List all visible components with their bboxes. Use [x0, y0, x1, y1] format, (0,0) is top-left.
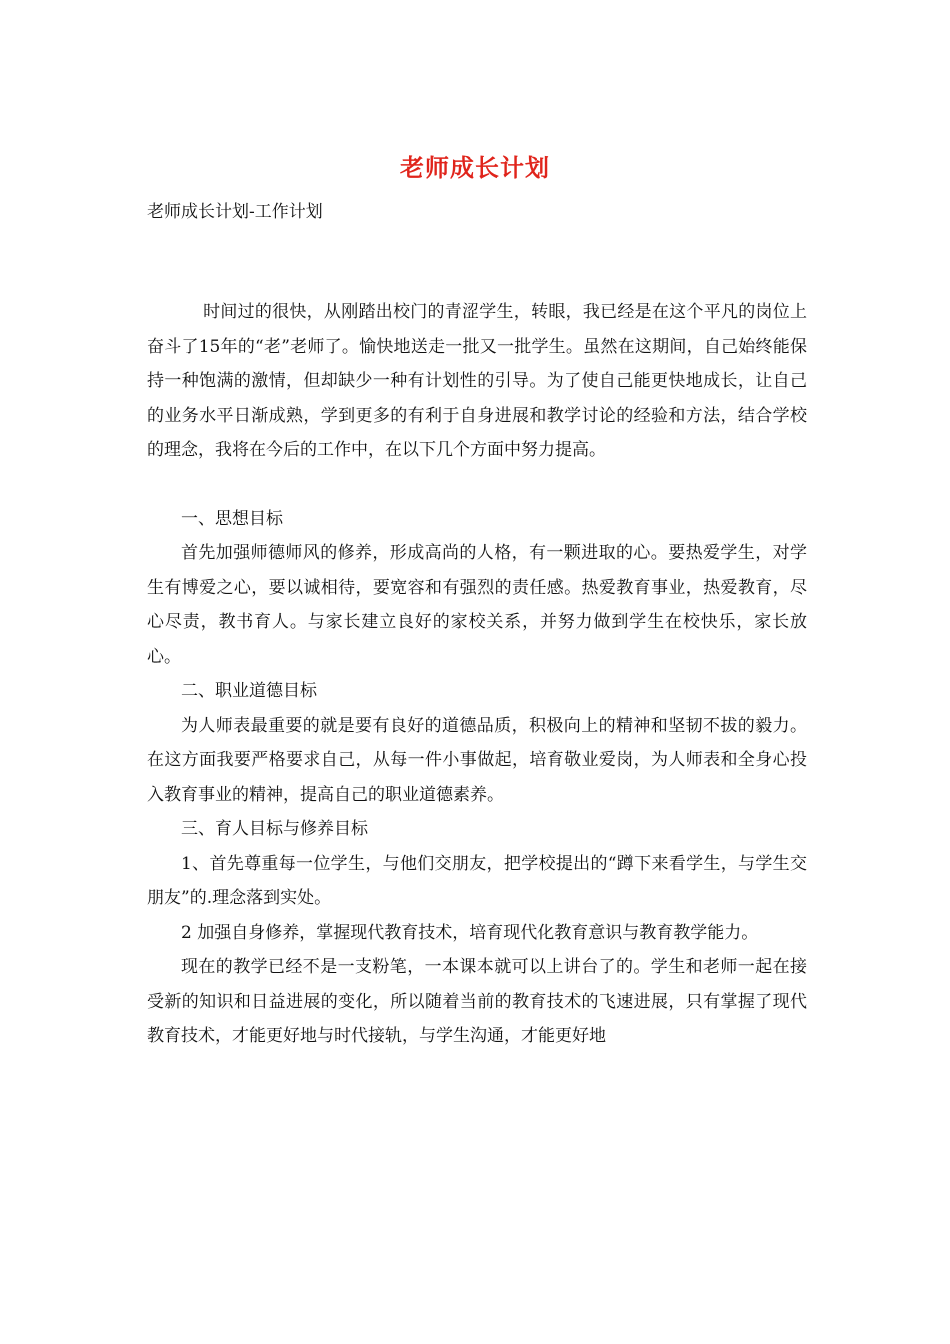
paragraph-spacer: [147, 468, 807, 502]
education-item-1: 1、首先尊重每一位学生，与他们交朋友，把学校提出的“蹲下来看学生，与学生交朋友”的.理念落到实处。: [147, 853, 807, 908]
section-heading-ideology: 一、思想目标: [181, 508, 283, 529]
section-heading-ethics: 二、职业道德目标: [181, 681, 317, 701]
ideology-paragraph: 首先加强师德师风的修养，形成高尚的人格，有一颗进取的心。要热爱学生，对学生有博爱之心，要以诚相待，要宽容和有强烈的责任感。热爱教育事业，热爱教育，尽心尽责，教书育人。与家长建立良好的家校关系，并努力做到学生在校快乐，家长放心。: [147, 543, 807, 667]
document-subtitle: 老师成长计划-工作计划: [147, 202, 323, 222]
technology-paragraph: 现在的教学已经不是一支粉笔，一本课本就可以上讲台了的。学生和老师一起在接受新的知识和日益进展的变化，所以随着当前的教育技术的飞速进展，只有掌握了现代教育技术，才能更好地与时代接轨，与学生沟通，才能更好地: [147, 957, 807, 1046]
section-heading-education: 三、育人目标与修养目标: [181, 819, 368, 839]
intro-paragraph: 时间过的很快，从刚踏出校门的青涩学生，转眼，我已经是在这个平凡的岗位上奋斗了15年的“老”老师了。愉快地送走一批又一批学生。虽然在这期间，自己始终能保持一种饱满的激情，但却缺少一种有计划性的引导。为了使自己能更快地成长，让自己的业务水平日渐成熟，学到更多的有利于自身进展和教学讨论的经验和方法，结合学校的理念，我将在今后的工作中，在以下几个方面中努力提高。: [147, 302, 807, 460]
document-title: 老师成长计划: [400, 153, 550, 182]
education-item-2: 2 加强自身修养，掌握现代教育技术，培育现代化教育意识与教育教学能力。: [181, 922, 759, 943]
ethics-paragraph: 为人师表最重要的就是要有良好的道德品质，积极向上的精神和坚韧不拔的毅力。在这方面我要严格要求自己，从每一件小事做起，培育敬业爱岗，为人师表和全身心投入教育事业的精神，提高自己的职业道德素养。: [147, 715, 807, 805]
document-body: [147, 295, 807, 1054]
